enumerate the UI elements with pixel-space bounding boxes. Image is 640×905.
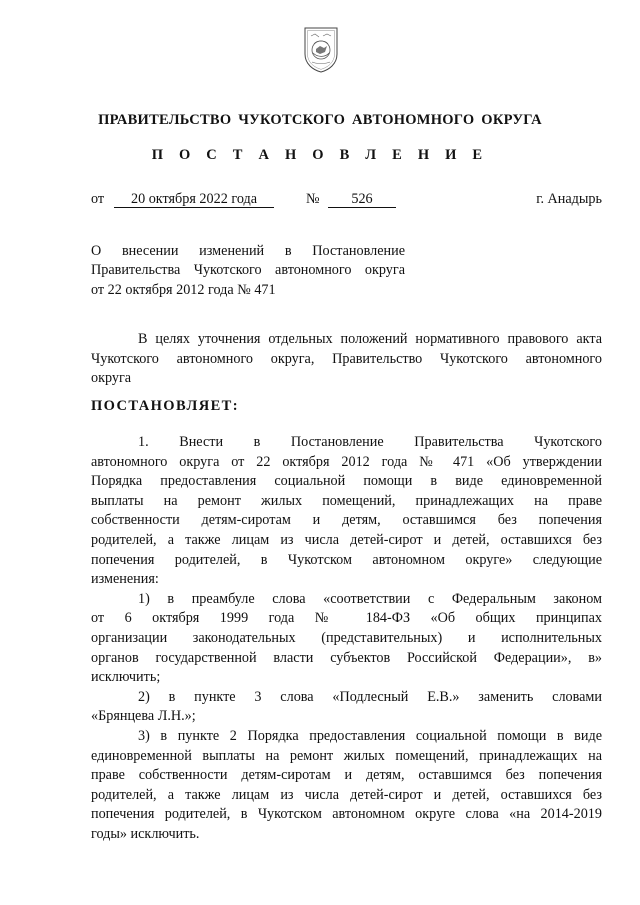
subparagraph-1-line: исключить; [91, 669, 161, 686]
document-date: 20 октября 2022 года [114, 191, 274, 208]
paragraph-line: собственности детям-сиротам и детям, оставшимся без попечения [91, 512, 602, 529]
paragraph-1 [91, 433, 602, 844]
number-sign: № [306, 191, 320, 207]
preamble-line: В целях уточнения отдельных положений нормативного правового акта [138, 331, 602, 347]
paragraph-line: Порядка предоставления социальной помощи в виде единовременной [91, 473, 602, 490]
subparagraph-3-line: попечения родителей, в Чукотском автономном округе слова «на 2014-2019 [91, 806, 602, 823]
subparagraph-1-line: органов государственной власти субъектов Российской Федерации», в» [91, 649, 602, 666]
paragraph-line: выплаты на ремонт жилых помещений, принадлежащих на праве [91, 492, 602, 509]
subparagraph-3-line: единовременной выплаты на ремонт жилых помещений, принадлежащих на [91, 747, 602, 764]
subparagraph-1-line: 1) в преамбуле слова «соответствии с Федеральным законом [138, 590, 602, 607]
subject-line: О внесении изменений в Постановление [91, 243, 405, 259]
document-number: 526 [328, 191, 396, 208]
paragraph-line: попечения родителей, в Чукотском автономном округе» следующие [91, 551, 602, 568]
subparagraph-2-line: «Брянцева Л.Н.»; [91, 708, 196, 725]
resolve-heading: ПОСТАНОВЛЯЕТ: [91, 398, 239, 414]
document-subject [91, 242, 405, 300]
organization-title: ПРАВИТЕЛЬСТВО ЧУКОТСКОГО АВТОНОМНОГО ОКРУГА [98, 112, 542, 128]
document-city: г. Анадырь [536, 191, 602, 207]
date-from-label: от [91, 191, 105, 207]
preamble-paragraph [91, 330, 602, 389]
date-number-line [0, 191, 640, 213]
paragraph-line: автономного округа от 22 октября 2012 года № 471 «Об утверждении [91, 453, 602, 470]
subject-line: Правительства Чукотского автономного округа [91, 262, 405, 279]
subparagraph-1-line: организации законодательных (представительных) и исполнительных [91, 629, 602, 646]
paragraph-line: 1. Внести в Постановление Правительства Чукотского [138, 434, 602, 450]
chukotka-coat-of-arms-icon [303, 26, 339, 73]
subparagraph-3-line: праве собственности детям-сиротам и детям, оставшимся без попечения [91, 767, 602, 784]
document-type-title: П О С Т А Н О В Л Е Н И Е [151, 147, 489, 163]
subparagraph-1-line: от 6 октября 1999 года № 184-ФЗ «Об общих принципах [91, 610, 602, 627]
preamble-line: округа [91, 370, 132, 387]
subparagraph-3-line: годы» исключить. [91, 825, 200, 842]
subparagraph-2-line: 2) в пункте 3 слова «Подлесный Е.В.» заменить словами [138, 688, 602, 705]
subparagraph-3-line: родителей, а также лицам из числа детей-сирот и детей, оставшихся без [91, 786, 602, 803]
subject-line: от 22 октября 2012 года № 471 [91, 281, 276, 298]
paragraph-line: изменения: [91, 571, 159, 588]
paragraph-line: родителей, а также лицам из числа детей-сирот и детей, оставшихся без [91, 531, 602, 548]
preamble-line: Чукотского автономного округа, Правительство Чукотского автономного [91, 350, 602, 367]
subparagraph-3-line: 3) в пункте 2 Порядка предоставления социальной помощи в виде [138, 727, 602, 744]
